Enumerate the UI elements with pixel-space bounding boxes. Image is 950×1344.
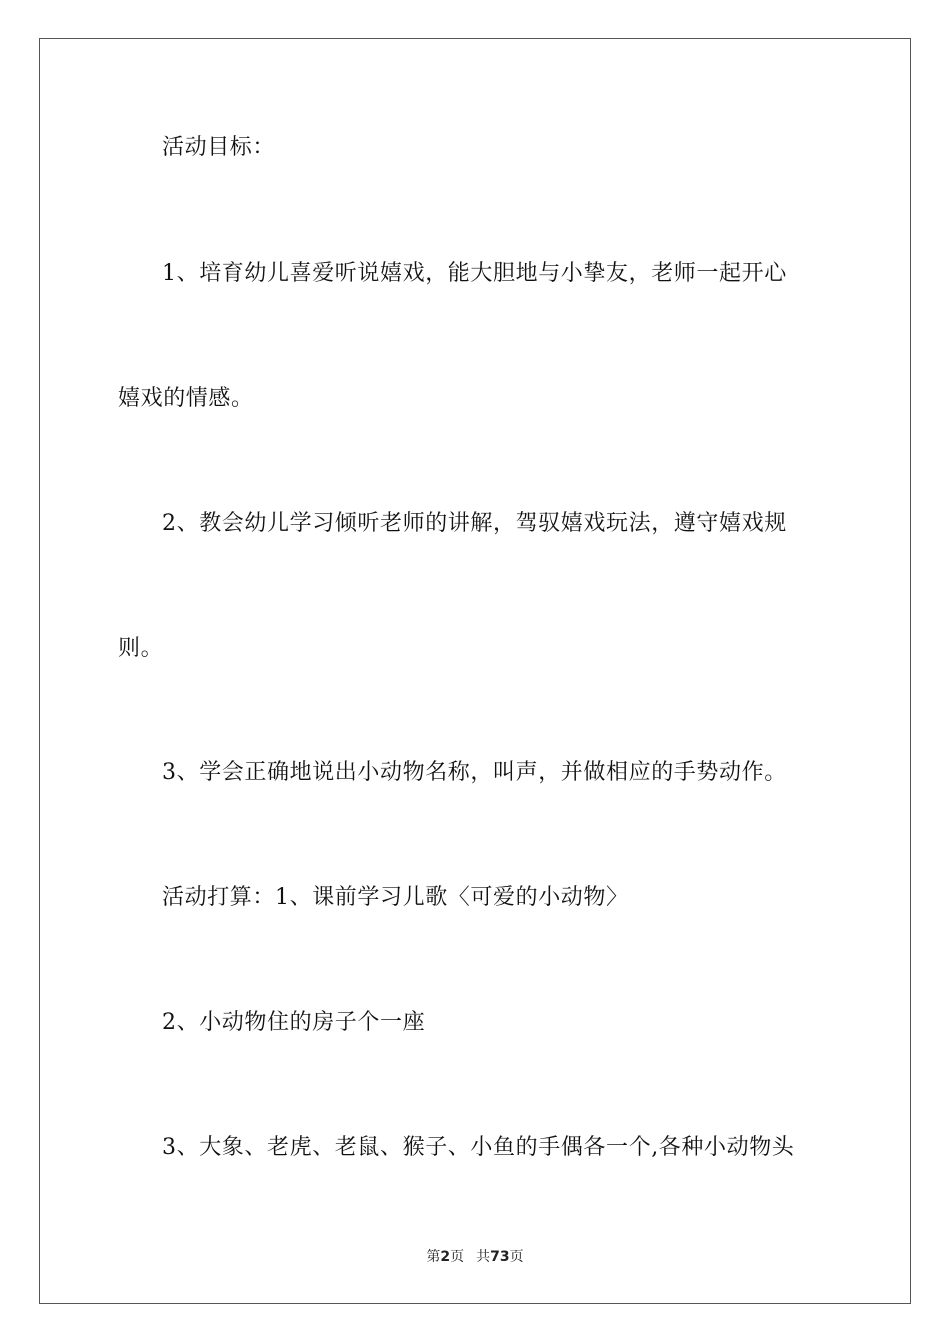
- footer-page-suffix: 页: [450, 1249, 465, 1265]
- goal-3: 3、学会正确地说出小动物名称，叫声，并做相应的手势动作。: [162, 760, 787, 785]
- footer-total-prefix: 共: [476, 1249, 491, 1265]
- page-frame: [39, 38, 911, 1304]
- preparation-2: 2、小动物住的房子个一座: [162, 1010, 426, 1035]
- goal-1-line-1: 1、培育幼儿喜爱听说嬉戏，能大胆地与小挚友，老师一起开心: [162, 261, 787, 286]
- footer-page-number: 2: [440, 1249, 451, 1265]
- goal-1-line-2: 嬉戏的情感。: [118, 386, 254, 411]
- goal-2-line-2: 则。: [118, 636, 164, 661]
- preparation-3: 3、大象、老虎、老鼠、猴子、小鱼的手偶各一个,各种小动物头: [162, 1135, 795, 1160]
- heading-activity-goals: 活动目标：: [162, 135, 276, 160]
- footer-total-pages: 73: [490, 1249, 510, 1265]
- page-footer: [0, 1248, 950, 1266]
- footer-page-prefix: 第: [426, 1249, 441, 1265]
- footer-total-suffix: 页: [509, 1249, 524, 1265]
- preparation-1: 活动打算：1、课前学习儿歌〈可爱的小动物〉: [162, 885, 629, 910]
- goal-2-line-1: 2、教会幼儿学习倾听老师的讲解，驾驭嬉戏玩法，遵守嬉戏规: [162, 511, 787, 536]
